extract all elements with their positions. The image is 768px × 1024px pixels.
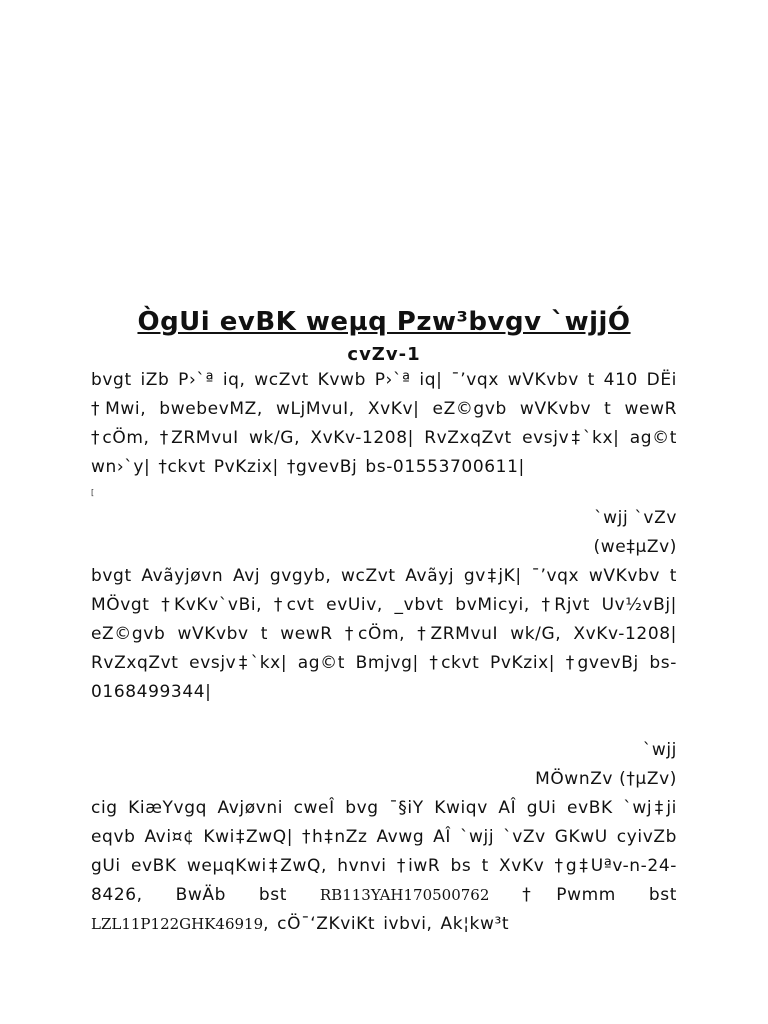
deed-text-part1: cig KiæYvgq Avjøvni cweÎ bvg ¯§iY Kwiqv AÎ gUi evBK `wj‡ji eqvb Avi¤¢ Kwi‡ZwQ| †h‡nZz Avwg AÎ `wjj `vZv GKwU cyivZb gUi evBK weµqKwi‡ZwQ, hvnvi †iwR bs t XvKv †g‡Uªv-n-24-8426, BwÄb bst (91, 798, 677, 905)
stray-mark: [ (91, 488, 95, 497)
seller-role-label: `wjj `vZv (594, 508, 677, 528)
seller-details: bvgt iZb P›`ª iq, wcZvt Kvwb P›`ª iq| ¯’vqx wVKvbv t 410 DËi †Mwi, bwebevMZ, wLjMvuI, XvKv| eZ©gvb wVKvbv t wewR †cÖm, †ZRMvuI wk/G, XvKv-1208| RvZxqZvt evsjv‡`kx| ag©t wn›`y| †ckvt PvKzix| †gvevBj bs-01553700611| (91, 370, 677, 477)
blank-line (91, 707, 677, 736)
deed-statement (91, 794, 677, 939)
document-title: ÒgUi evBK weµq Pzw³bvgv `wjjÓ (137, 307, 631, 337)
seller-role-sublabel: (we‡µZv) (593, 537, 677, 557)
buyer-details: bvgt Avãyjøvn Avj gvgyb, wcZvt Avãyj gv‡jK| ¯’vqx wVKvbv t MÖvgt †KvKv`vBi, †cvt evUiv, _vbvt bvMicyi, †Rjvt Uv½vBj| eZ©gvb wVKvbv t wewR †cÖm, †ZRMvuI wk/G, XvKv-1208| RvZxqZvt evsjv‡`kx| ag©t Bmjvg| †ckvt PvKzix| †gvevBj bs-0168499344| (91, 566, 677, 702)
buyer-role-label: `wjj (642, 740, 677, 760)
buyer-role-sublabel: MÖwnZv (†µZv) (535, 769, 677, 789)
deed-text-part3: , cÖ¯‘ZKviKt ivbvi, Ak¦kw³t (263, 914, 510, 934)
chassis-number: LZL11P122GHK46919 (91, 915, 264, 933)
engine-number: RB113YAH170500762 (319, 886, 490, 904)
page-number: cvZv-1 (347, 344, 421, 365)
deed-text-part2: †Pwmm bst (489, 885, 677, 905)
document-body (91, 300, 677, 939)
